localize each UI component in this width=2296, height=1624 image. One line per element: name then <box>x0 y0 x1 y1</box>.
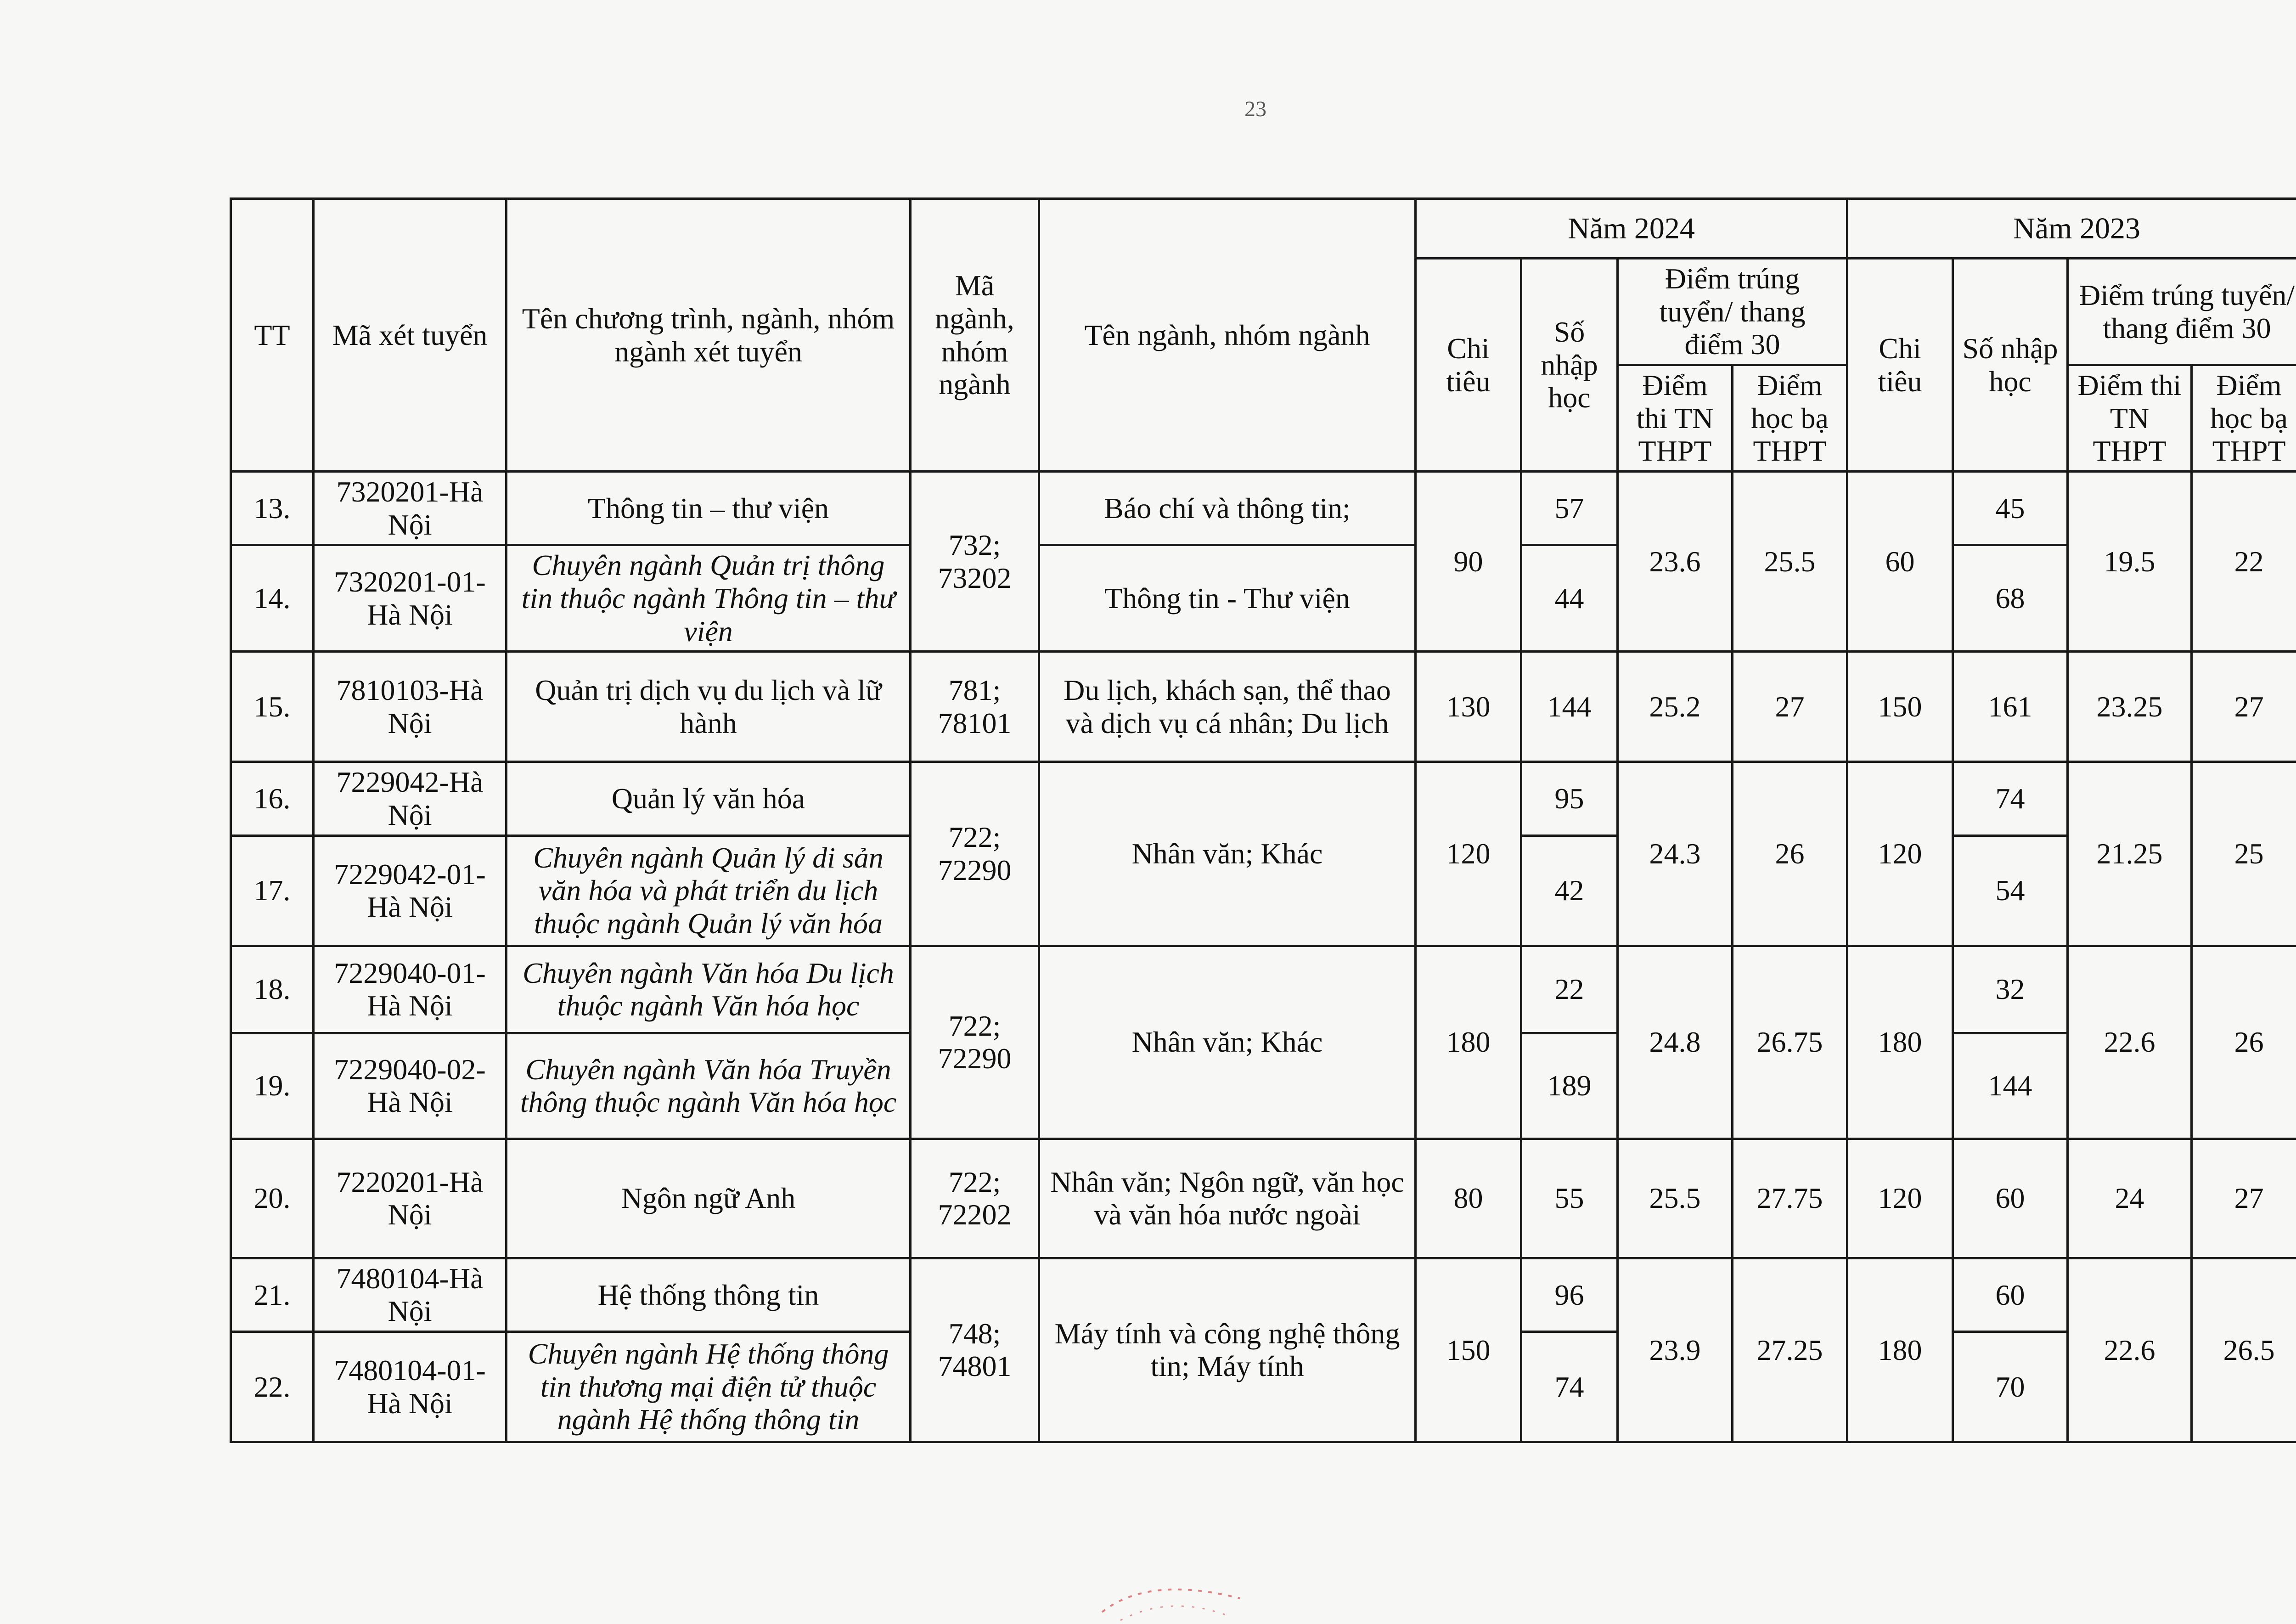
diem-hoc-ba-2023: 25 <box>2192 762 2296 946</box>
row-tt: 21. <box>231 1258 314 1331</box>
row-ma-xet-tuyen: 7320201-01-Hà Nội <box>314 545 506 652</box>
group-ma-nganh: 748; 74801 <box>911 1258 1039 1442</box>
so-nhap-hoc-2023: 54 <box>1953 835 2068 946</box>
header-tt: TT <box>231 199 314 472</box>
row-ma-xet-tuyen: 7229040-02-Hà Nội <box>314 1033 506 1139</box>
so-nhap-hoc-2023: 60 <box>1953 1139 2068 1258</box>
diem-hoc-ba-2024: 27.75 <box>1733 1139 1847 1258</box>
table-row <box>231 1139 2296 1258</box>
group-ma-nganh: 732; 73202 <box>911 472 1039 652</box>
table-row <box>231 652 2296 762</box>
row-tt: 15. <box>231 652 314 762</box>
header-ten-nganh: Tên ngành, nhóm ngành <box>1039 199 1416 472</box>
row-tt: 13. <box>231 472 314 545</box>
chi-tieu-2023: 180 <box>1847 946 1953 1139</box>
so-nhap-hoc-2023: 161 <box>1953 652 2068 762</box>
so-nhap-hoc-2024: 95 <box>1521 762 1618 835</box>
header-so-nhap-hoc-2024: Số nhập học <box>1521 259 1618 472</box>
diem-thi-tn-2024: 25.2 <box>1618 652 1733 762</box>
diem-thi-tn-2023: 21.25 <box>2068 762 2192 946</box>
row-tt: 16. <box>231 762 314 835</box>
group-ma-nganh: 781; 78101 <box>911 652 1039 762</box>
group-ma-nganh: 722; 72290 <box>911 946 1039 1139</box>
row-tt: 19. <box>231 1033 314 1139</box>
group-ten-nganh: Nhân văn; Ngôn ngữ, văn học và văn hóa nước ngoài <box>1039 1139 1416 1258</box>
group-ma-nganh: 722; 72202 <box>911 1139 1039 1258</box>
row-ma-xet-tuyen: 7320201-Hà Nội <box>314 472 506 545</box>
chi-tieu-2023: 60 <box>1847 472 1953 652</box>
diem-thi-tn-2024: 25.5 <box>1618 1139 1733 1258</box>
so-nhap-hoc-2024: 96 <box>1521 1258 1618 1331</box>
row-ten-chuong-trinh: Chuyên ngành Văn hóa Truyền thông thuộc ngành Văn hóa học <box>506 1033 911 1139</box>
group-ten-nganh: Báo chí và thông tin; <box>1039 472 1416 545</box>
table-row <box>231 472 2296 545</box>
so-nhap-hoc-2024: 44 <box>1521 545 1618 652</box>
row-tt: 17. <box>231 835 314 946</box>
so-nhap-hoc-2023: 74 <box>1953 762 2068 835</box>
row-ma-xet-tuyen: 7229040-01-Hà Nội <box>314 946 506 1033</box>
row-ma-xet-tuyen: 7480104-01-Hà Nội <box>314 1332 506 1442</box>
row-ma-xet-tuyen: 7480104-Hà Nội <box>314 1258 506 1331</box>
chi-tieu-2024: 90 <box>1416 472 1521 652</box>
diem-thi-tn-2023: 19.5 <box>2068 472 2192 652</box>
table-row <box>231 946 2296 1033</box>
row-ten-chuong-trinh: Quản trị dịch vụ du lịch và lữ hành <box>506 652 911 762</box>
header-diem-thi-tn-2024: Điểm thi TN THPT <box>1618 365 1733 472</box>
chi-tieu-2023: 150 <box>1847 652 1953 762</box>
row-tt: 18. <box>231 946 314 1033</box>
row-ten-chuong-trinh: Quản lý văn hóa <box>506 762 911 835</box>
diem-hoc-ba-2023: 27 <box>2192 652 2296 762</box>
header-chi-tieu-2023: Chi tiêu <box>1847 259 1953 472</box>
so-nhap-hoc-2023: 60 <box>1953 1258 2068 1331</box>
diem-hoc-ba-2024: 27.25 <box>1733 1258 1847 1442</box>
row-ten-chuong-trinh: Ngôn ngữ Anh <box>506 1139 911 1258</box>
header-year-2023: Năm 2023 <box>1847 199 2296 259</box>
so-nhap-hoc-2024: 74 <box>1521 1332 1618 1442</box>
row-ma-xet-tuyen: 7229042-Hà Nội <box>314 762 506 835</box>
diem-thi-tn-2023: 22.6 <box>2068 1258 2192 1442</box>
group-ten-nganh: Thông tin - Thư viện <box>1039 545 1416 652</box>
header-ten-chuong-trinh: Tên chương trình, ngành, nhóm ngành xét tuyển <box>506 199 911 472</box>
so-nhap-hoc-2024: 57 <box>1521 472 1618 545</box>
table-row <box>231 1258 2296 1331</box>
row-tt: 20. <box>231 1139 314 1258</box>
diem-hoc-ba-2024: 27 <box>1733 652 1847 762</box>
table-row <box>231 545 2296 652</box>
diem-hoc-ba-2024: 25.5 <box>1733 472 1847 652</box>
so-nhap-hoc-2024: 189 <box>1521 1033 1618 1139</box>
table-body <box>231 472 2296 1442</box>
header-diem-trung-tuyen-2023: Điểm trúng tuyển/ thang điểm 30 <box>2068 259 2296 365</box>
header-diem-hoc-ba-2024: Điểm học bạ THPT <box>1733 365 1847 472</box>
row-ten-chuong-trinh: Chuyên ngành Hệ thống thông tin thương mại điện tử thuộc ngành Hệ thống thông tin <box>506 1332 911 1442</box>
chi-tieu-2023: 120 <box>1847 1139 1953 1258</box>
chi-tieu-2024: 180 <box>1416 946 1521 1139</box>
diem-thi-tn-2024: 23.9 <box>1618 1258 1733 1442</box>
table-header <box>231 199 2296 472</box>
chi-tieu-2024: 150 <box>1416 1258 1521 1442</box>
diem-hoc-ba-2023: 27 <box>2192 1139 2296 1258</box>
chi-tieu-2024: 130 <box>1416 652 1521 762</box>
row-tt: 22. <box>231 1332 314 1442</box>
header-diem-trung-tuyen-2024: Điểm trúng tuyển/ thang điểm 30 <box>1618 259 1847 365</box>
diem-thi-tn-2024: 24.8 <box>1618 946 1733 1139</box>
chi-tieu-2023: 120 <box>1847 762 1953 946</box>
so-nhap-hoc-2023: 68 <box>1953 545 2068 652</box>
so-nhap-hoc-2023: 70 <box>1953 1332 2068 1442</box>
header-ma-nganh: Mã ngành, nhóm ngành <box>911 199 1039 472</box>
so-nhap-hoc-2024: 144 <box>1521 652 1618 762</box>
group-ten-nganh: Du lịch, khách sạn, thể thao và dịch vụ cá nhân; Du lịch <box>1039 652 1416 762</box>
group-ten-nganh: Máy tính và công nghệ thông tin; Máy tính <box>1039 1258 1416 1442</box>
group-ten-nganh: Nhân văn; Khác <box>1039 762 1416 946</box>
diem-hoc-ba-2024: 26 <box>1733 762 1847 946</box>
row-ten-chuong-trinh: Chuyên ngành Quản trị thông tin thuộc ngành Thông tin – thư viện <box>506 545 911 652</box>
header-year-2024: Năm 2024 <box>1416 199 1847 259</box>
diem-hoc-ba-2024: 26.75 <box>1733 946 1847 1139</box>
so-nhap-hoc-2024: 55 <box>1521 1139 1618 1258</box>
chi-tieu-2024: 120 <box>1416 762 1521 946</box>
row-ten-chuong-trinh: Hệ thống thông tin <box>506 1258 911 1331</box>
diem-thi-tn-2024: 23.6 <box>1618 472 1733 652</box>
diem-thi-tn-2023: 22.6 <box>2068 946 2192 1139</box>
so-nhap-hoc-2023: 32 <box>1953 946 2068 1033</box>
so-nhap-hoc-2024: 22 <box>1521 946 1618 1033</box>
row-ten-chuong-trinh: Chuyên ngành Quản lý di sản văn hóa và phát triển du lịch thuộc ngành Quản lý văn hóa <box>506 835 911 946</box>
table-row <box>231 762 2296 835</box>
row-ten-chuong-trinh: Chuyên ngành Văn hóa Du lịch thuộc ngành Văn hóa học <box>506 946 911 1033</box>
diem-thi-tn-2023: 23.25 <box>2068 652 2192 762</box>
row-ma-xet-tuyen: 7810103-Hà Nội <box>314 652 506 762</box>
diem-thi-tn-2023: 24 <box>2068 1139 2192 1258</box>
header-diem-hoc-ba-2023: Điểm học bạ THPT <box>2192 365 2296 472</box>
header-diem-thi-tn-2023: Điểm thi TN THPT <box>2068 365 2192 472</box>
so-nhap-hoc-2024: 42 <box>1521 835 1618 946</box>
group-ten-nganh: Nhân văn; Khác <box>1039 946 1416 1139</box>
chi-tieu-2024: 80 <box>1416 1139 1521 1258</box>
group-ma-nganh: 722; 72290 <box>911 762 1039 946</box>
header-chi-tieu-2024: Chi tiêu <box>1416 259 1521 472</box>
diem-hoc-ba-2023: 26 <box>2192 946 2296 1139</box>
row-ma-xet-tuyen: 7220201-Hà Nội <box>314 1139 506 1258</box>
so-nhap-hoc-2023: 144 <box>1953 1033 2068 1139</box>
chi-tieu-2023: 180 <box>1847 1258 1953 1442</box>
header-so-nhap-hoc-2023: Số nhập học <box>1953 259 2068 472</box>
diem-hoc-ba-2023: 22 <box>2192 472 2296 652</box>
page-number: 23 <box>1244 97 1266 121</box>
row-ma-xet-tuyen: 7229042-01-Hà Nội <box>314 835 506 946</box>
row-ten-chuong-trinh: Thông tin – thư viện <box>506 472 911 545</box>
diem-hoc-ba-2023: 26.5 <box>2192 1258 2296 1442</box>
header-ma-xet-tuyen: Mã xét tuyển <box>314 199 506 472</box>
red-stamp-fragment <box>1093 1566 1249 1621</box>
diem-thi-tn-2024: 24.3 <box>1618 762 1733 946</box>
so-nhap-hoc-2023: 45 <box>1953 472 2068 545</box>
row-tt: 14. <box>231 545 314 652</box>
admissions-table <box>230 197 2296 1443</box>
